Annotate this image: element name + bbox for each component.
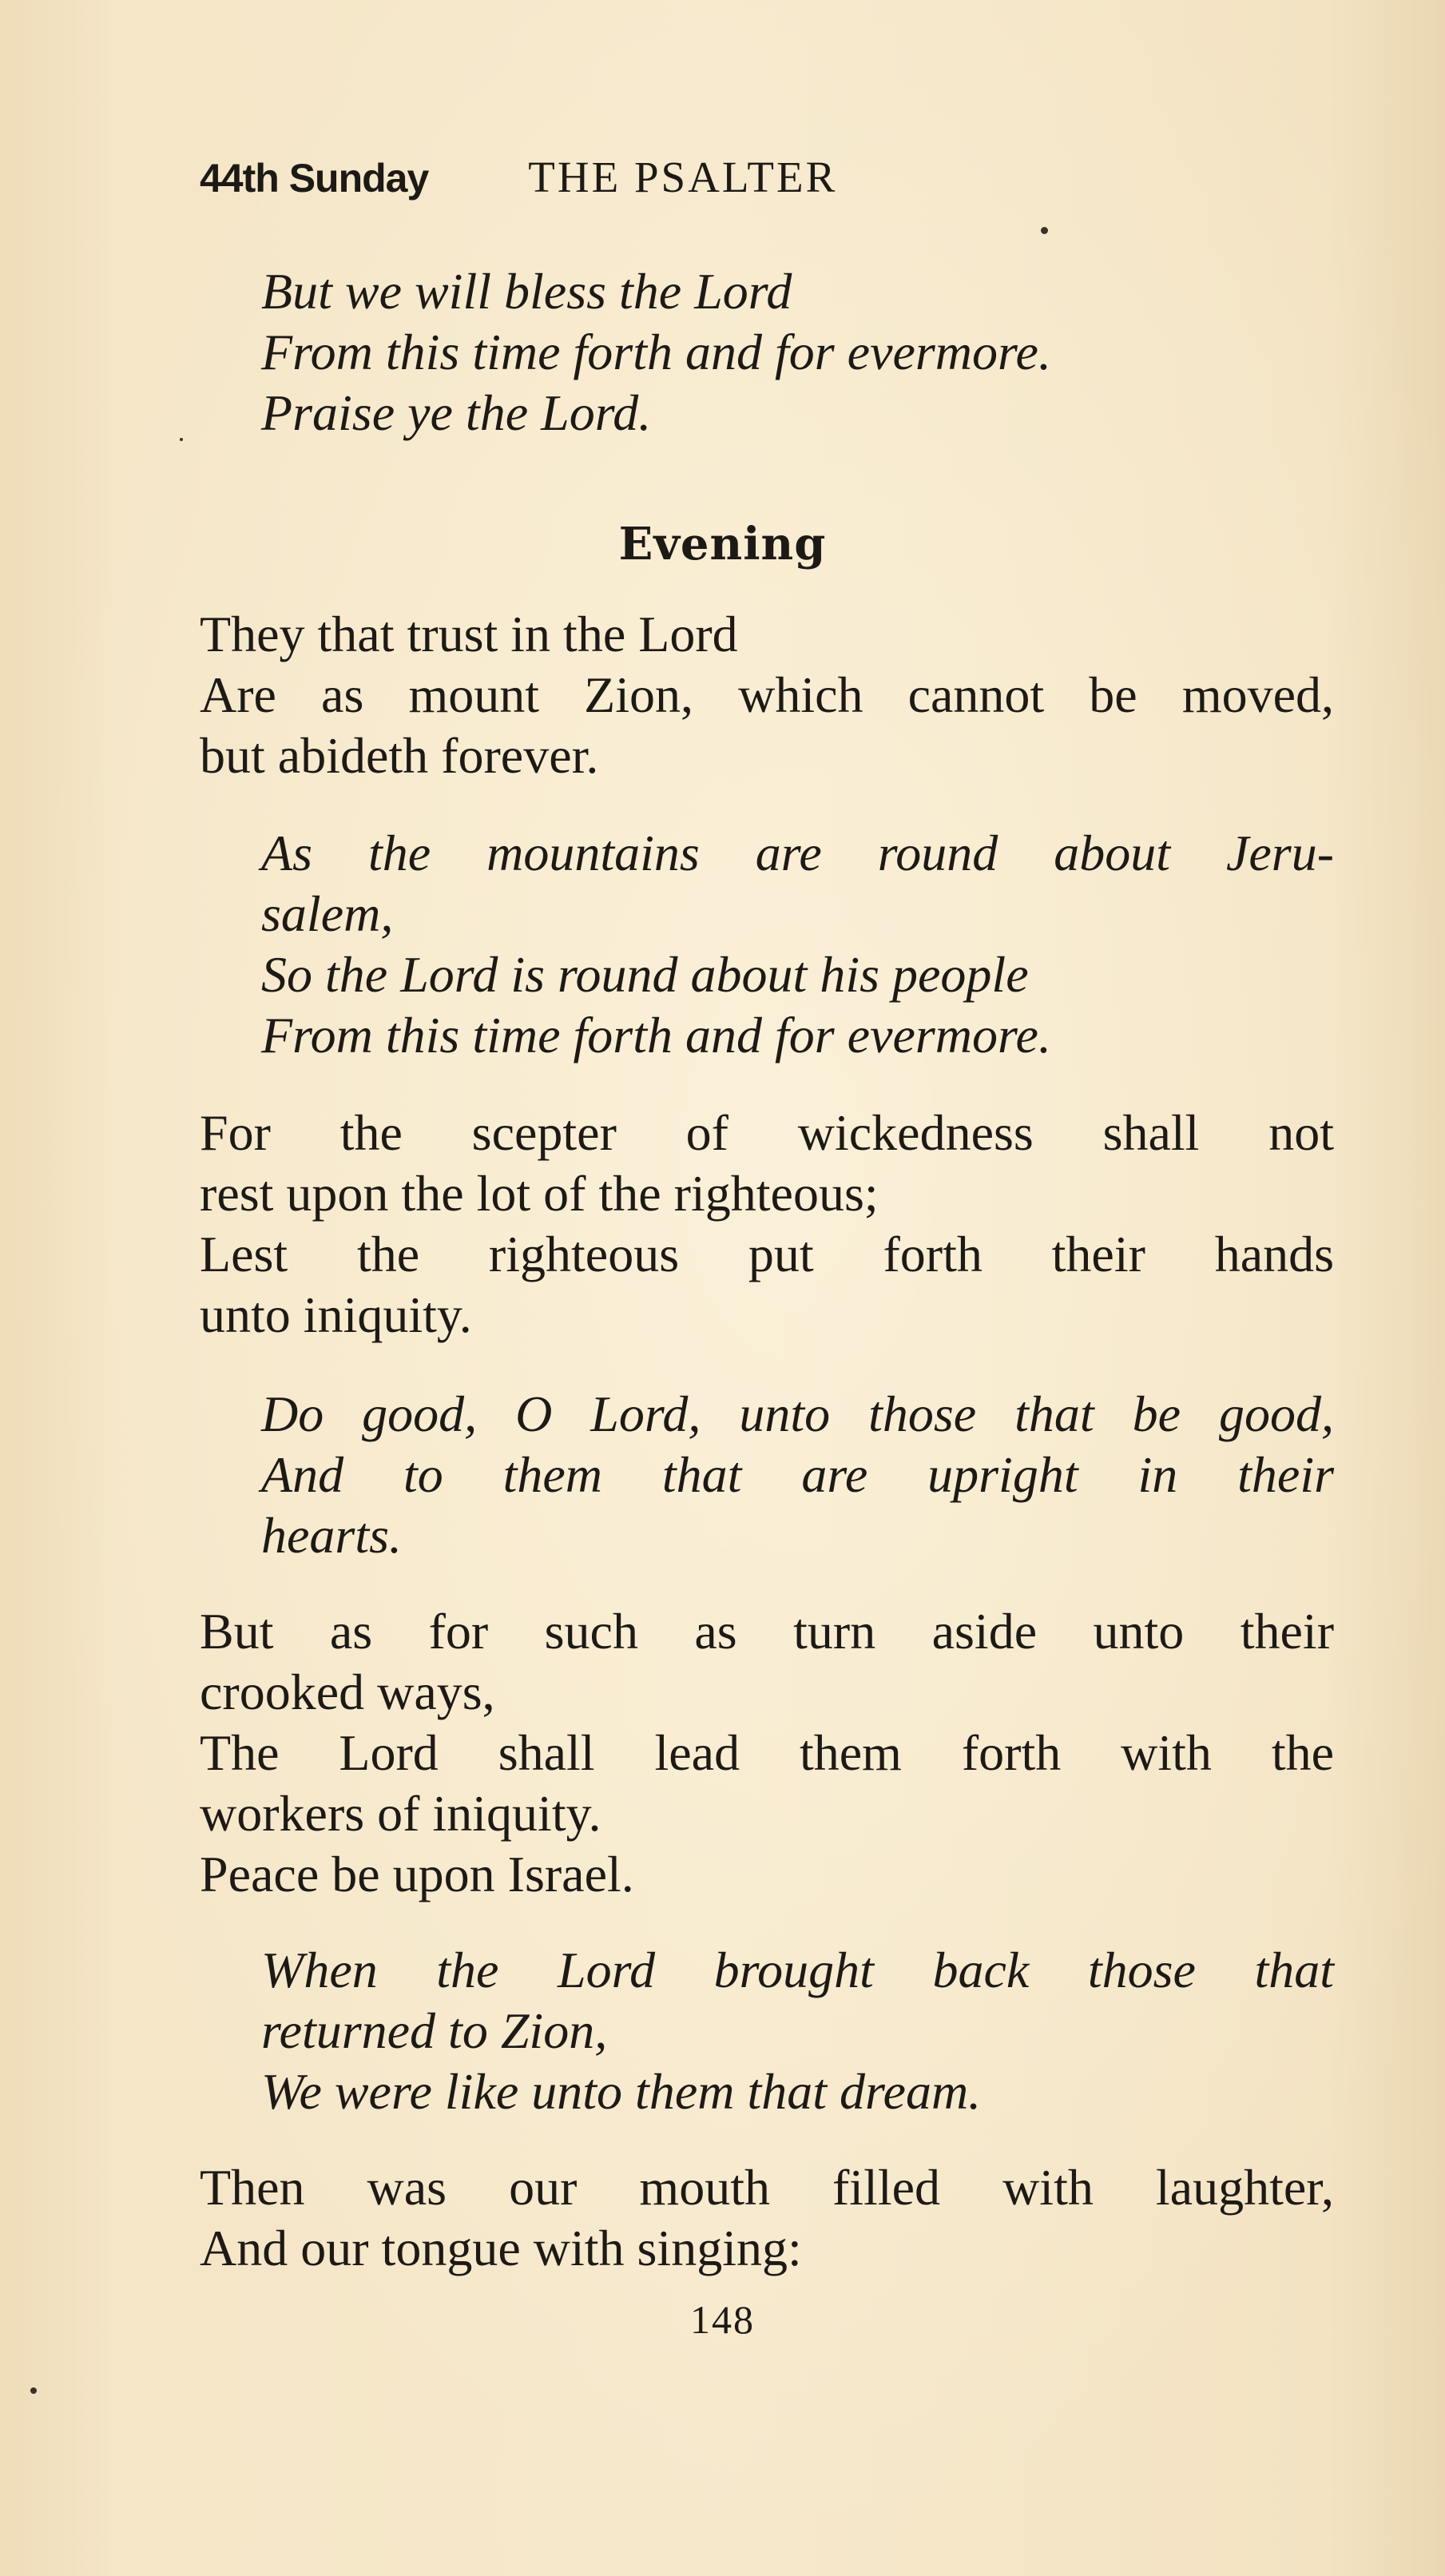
verse-line: But we will bless the Lord bbox=[261, 263, 792, 320]
verse-block-7 bbox=[261, 1940, 1334, 2122]
verse-line: They that trust in the Lord bbox=[200, 606, 738, 662]
verse-line: workers of iniquity. bbox=[200, 1785, 601, 1842]
section-heading-evening: Evening bbox=[618, 518, 827, 570]
verse-block-1 bbox=[261, 261, 1334, 443]
verse-line: We were like unto them that dream. bbox=[261, 2063, 982, 2120]
verse-line: And to them that are upright in their bbox=[261, 1446, 1334, 1503]
print-speck bbox=[1041, 227, 1048, 234]
verse-line: For the scepter of wickedness shall not bbox=[200, 1104, 1334, 1161]
verse-line: but abideth forever. bbox=[200, 727, 599, 784]
verse-line: crooked ways, bbox=[200, 1664, 495, 1720]
verse-line: Do good, O Lord, unto those that be good, bbox=[261, 1385, 1334, 1442]
verse-block-4 bbox=[200, 1103, 1334, 1346]
verse-line: From this time forth and for evermore. bbox=[261, 1007, 1051, 1063]
verse-block-2 bbox=[200, 604, 1334, 786]
verse-block-8 bbox=[200, 2157, 1334, 2279]
verse-block-3 bbox=[261, 823, 1334, 1066]
verse-line: But as for such as turn aside unto their bbox=[200, 1603, 1334, 1660]
verse-line: And our tongue with singing: bbox=[200, 2220, 802, 2276]
verse-block-5 bbox=[261, 1384, 1334, 1566]
running-head-title: THE PSALTER bbox=[528, 153, 838, 201]
verse-line: hearts. bbox=[261, 1507, 402, 1564]
print-speck bbox=[30, 2387, 37, 2394]
verse-line: From this time forth and for evermore. bbox=[261, 324, 1051, 380]
verse-line: Lest the righteous put forth their hands bbox=[200, 1226, 1334, 1282]
print-speck bbox=[180, 438, 183, 441]
verse-line: Praise ye the Lord. bbox=[261, 384, 652, 441]
verse-line: When the Lord brought back those that bbox=[261, 1942, 1334, 1998]
running-head bbox=[200, 152, 837, 208]
verse-line: rest upon the lot of the righteous; bbox=[200, 1165, 879, 1222]
verse-line: Peace be upon Israel. bbox=[200, 1846, 634, 1902]
verse-line: So the Lord is round about his people bbox=[261, 946, 1029, 1003]
verse-line: unto iniquity. bbox=[200, 1286, 472, 1343]
verse-block-6 bbox=[200, 1601, 1334, 1905]
page-number: 148 bbox=[690, 2297, 755, 2342]
verse-line: Are as mount Zion, which cannot be moved, bbox=[200, 666, 1334, 723]
running-head-week: 44th Sunday bbox=[200, 156, 429, 201]
verse-line: The Lord shall lead them forth with the bbox=[200, 1724, 1334, 1781]
verse-line: As the mountains are round about Jeru- bbox=[261, 825, 1334, 881]
verse-line: Then was our mouth filled with laughter, bbox=[200, 2159, 1334, 2216]
verse-line: salem, bbox=[261, 885, 394, 942]
verse-line: returned to Zion, bbox=[261, 2002, 608, 2059]
